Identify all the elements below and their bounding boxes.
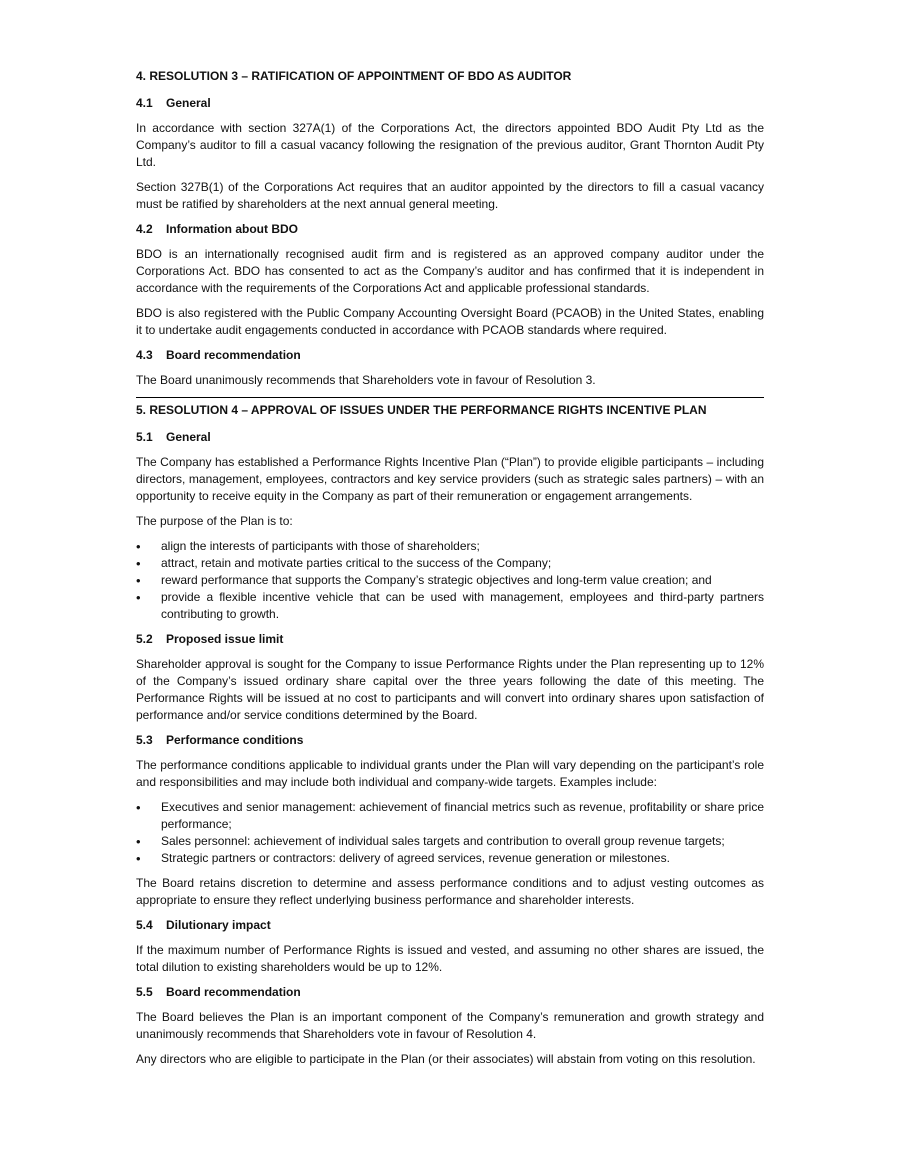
list-item: • attract, retain and motivate parties critical to the success of the Company; (136, 555, 764, 572)
section-divider (136, 397, 764, 398)
paragraph: In accordance with section 327A(1) of the Corporations Act, the directors appointed BDO Audit Pty Ltd as the Company’s auditor to fill a casual vacancy following the resignation of the previous auditor, Grant Thornton Audit Pty Ltd. (136, 121, 764, 169)
list-item: • Executives and senior management: achievement of financial metrics such as revenue, profitability or share price performance; (136, 799, 764, 833)
list-item: • align the interests of participants with those of shareholders; (136, 538, 764, 555)
subsection-title: Dilutionary impact (166, 918, 271, 932)
subsection-title: Board recommendation (166, 985, 301, 999)
subsection-number: 5.3 (136, 733, 153, 747)
subsection-title: Board recommendation (166, 348, 301, 362)
subsection-heading-4-1 (136, 95, 764, 112)
section-title-resolution-4: 5. RESOLUTION 4 – APPROVAL OF ISSUES UNDER THE PERFORMANCE RIGHTS INCENTIVE PLAN (136, 403, 707, 417)
subsection-number: 4.3 (136, 348, 153, 362)
paragraph: The performance conditions applicable to individual grants under the Plan will vary depending on the participant’s role and responsibilities and may include both individual and company-wide targets. Examples include: (136, 758, 764, 789)
paragraph: The Company has established a Performance Rights Incentive Plan (“Plan”) to provide eligible participants – including directors, management, employees, contractors and key service providers (such as strategic sales partners) – with an opportunity to receive equity in the Company as part of their remuneration or engagement arrangements. (136, 455, 764, 503)
paragraph: If the maximum number of Performance Rights is issued and vested, and assuming no other shares are issued, the total dilution to existing shareholders would be up to 12%. (136, 943, 764, 974)
subsection-heading-5-3 (136, 732, 764, 749)
subsection-title: General (166, 96, 211, 110)
paragraph: The Board believes the Plan is an important component of the Company’s remuneration and growth strategy and unanimously recommends that Shareholders vote in favour of Resolution 4. (136, 1010, 764, 1041)
subsection-heading-5-4 (136, 917, 764, 934)
subsection-title: Information about BDO (166, 222, 298, 236)
section-title-resolution-3: 4. RESOLUTION 3 – RATIFICATION OF APPOINTMENT OF BDO AS AUDITOR (136, 69, 572, 83)
subsection-number: 5.4 (136, 918, 153, 932)
subsection-number: 5.2 (136, 632, 153, 646)
subsection-number: 5.5 (136, 985, 153, 999)
bullet-list-plan-purpose (136, 538, 764, 623)
paragraph: BDO is also registered with the Public Company Accounting Oversight Board (PCAOB) in the United States, enabling it to undertake audit engagements conducted in accordance with PCAOB standards where required. (136, 306, 764, 337)
subsection-number: 4.2 (136, 222, 153, 236)
paragraph: BDO is an internationally recognised audit firm and is registered as an approved company auditor under the Corporations Act. BDO has consented to act as the Company’s auditor and has confirmed that it is independent in accordance with the requirements of the Corporations Act and applicable professional standards. (136, 247, 764, 295)
subsection-number: 5.1 (136, 430, 153, 444)
paragraph: The Board unanimously recommends that Shareholders vote in favour of Resolution 3. (136, 373, 596, 387)
subsection-heading-5-5 (136, 984, 764, 1001)
paragraph: Any directors who are eligible to participate in the Plan (or their associates) will abstain from voting on this resolution. (136, 1052, 756, 1066)
list-item: • reward performance that supports the Company’s strategic objectives and long-term value creation; and (136, 572, 764, 589)
subsection-heading-4-2 (136, 221, 764, 238)
list-item: • Strategic partners or contractors: delivery of agreed services, revenue generation or milestones. (136, 850, 764, 867)
subsection-number: 4.1 (136, 96, 153, 110)
list-item: • Sales personnel: achievement of individual sales targets and contribution to overall group revenue targets; (136, 833, 764, 850)
paragraph: The Board retains discretion to determine and assess performance conditions and to adjust vesting outcomes as appropriate to ensure they reflect underlying business performance and shareholder interests. (136, 876, 764, 907)
paragraph: Section 327B(1) of the Corporations Act requires that an auditor appointed by the directors to fill a casual vacancy must be ratified by shareholders at the next annual general meeting. (136, 180, 764, 211)
bullet-list-performance-examples (136, 799, 764, 867)
subsection-heading-4-3 (136, 347, 764, 364)
subsection-title: General (166, 430, 211, 444)
subsection-heading-5-2 (136, 631, 764, 648)
subsection-title: Performance conditions (166, 733, 304, 747)
paragraph: The purpose of the Plan is to: (136, 514, 293, 528)
list-item: • provide a flexible incentive vehicle that can be used with management, employees and third-party partners contributing to growth. (136, 589, 764, 623)
subsection-heading-5-1 (136, 429, 764, 446)
paragraph: Shareholder approval is sought for the Company to issue Performance Rights under the Plan representing up to 12% of the Company’s issued ordinary share capital over the three years following the date of this meeting. The Performance Rights will be issued at no cost to participants and will convert into ordinary shares upon satisfaction of performance and/or service conditions determined by the Board. (136, 657, 764, 722)
subsection-title: Proposed issue limit (166, 632, 284, 646)
